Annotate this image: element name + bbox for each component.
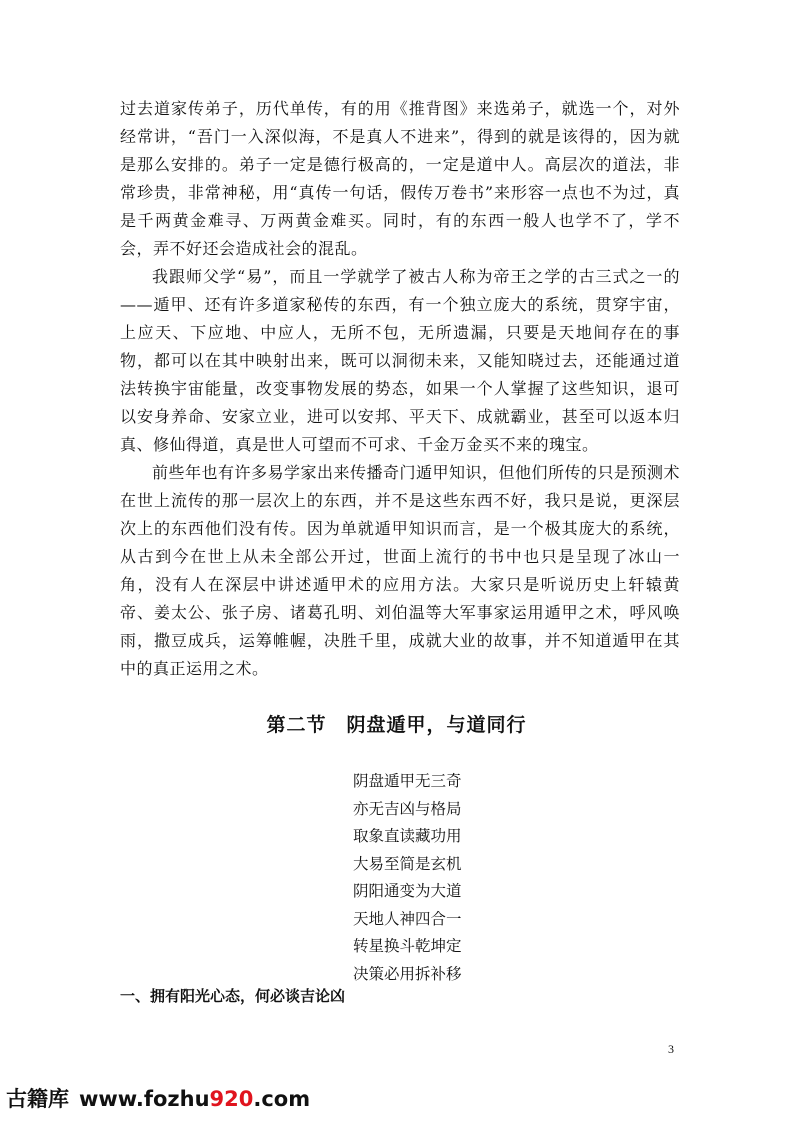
watermark-url-suffix: .com <box>253 1087 311 1111</box>
poem-line: 取象直读藏功用 <box>353 827 462 845</box>
watermark-url-prefix: www.fozhu <box>79 1087 210 1111</box>
watermark <box>6 1083 310 1113</box>
poem-line: 大易至简是玄机 <box>353 854 462 873</box>
paragraph-3: 前些年也有许多易学家出来传播奇门遁甲知识，但他们所传的只是预测术在世上流传的那一层次上的东西，并不是这些东西不好，我只是说，更深层次上的东西他们没有传。因为单就遁甲知识而言，是一个极其庞大的系统，从古到今在世上从未全部公开过，世面上流行的书中也只是呈现了冰山一角，没有人在深层中讲述遁甲术的应用方法。大家只是听说历史上轩辕黄帝、姜太公、张子房、诸葛孔明、刘伯温等大军事家运用遁甲之术，呼风唤雨，撒豆成兵，运筹帷幄，决胜千里，成就大业的故事，并不知道遁甲在其中的真正运用之术。 <box>120 463 681 678</box>
paragraph-2: 我跟师父学“易”，而且一学就学了被古人称为帝王之学的古三式之一的——遁甲、还有许多道家秘传的东西，有一个独立庞大的系统，贯穿宇宙，上应天、下应地、中应人，无所不包，无所遗漏，只要是天地间存在的事物，都可以在其中映射出来，既可以洞彻未来，又能知晓过去，还能通过道法转换宇宙能量，改变事物发展的势态，如果一个人掌握了这些知识，退可以安身养命、安家立业，进可以安邦、平天下、成就霸业，甚至可以返本归真、修仙得道，真是世人可望而不可求、千金万金买不来的瑰宝。 <box>120 267 680 454</box>
section-title: 第二节 阴盘遁甲，与道同行 <box>266 714 527 736</box>
page-number: 3 <box>668 1042 674 1056</box>
poem-line: 决策必用拆补移 <box>353 964 462 983</box>
poem-line: 阴盘遁甲无三奇 <box>353 772 462 790</box>
paragraph-1: 过去道家传弟子，历代单传，有的用《推背图》来选弟子，就选一个，对外经常讲，“吾门一入深似海，不是真人不进来”，得到的就是该得的，因为就是那么安排的。弟子一定是德行极高的，一定是道中人。高层次的道法，非常珍贵，非常神秘，用“真传一句话，假传万卷书”来形容一点也不为过，真是千两黄金难寻、万两黄金难买。同时，有的东西一般人也学不了，学不会，弄不好还会造成社会的混乱。 <box>120 99 680 258</box>
body-text <box>120 95 680 683</box>
watermark-name: 古籍库 <box>6 1087 69 1111</box>
poem <box>353 768 462 988</box>
poem-line: 亦无吉凶与格局 <box>353 799 462 818</box>
subheading: 一、拥有阳光心态，何必谈吉论凶 <box>120 987 346 1005</box>
poem-line: 天地人神四合一 <box>353 909 462 928</box>
poem-line: 转星换斗乾坤定 <box>353 937 462 955</box>
poem-line: 阴阳通变为大道 <box>353 882 462 900</box>
watermark-url-number: 920 <box>209 1087 254 1111</box>
